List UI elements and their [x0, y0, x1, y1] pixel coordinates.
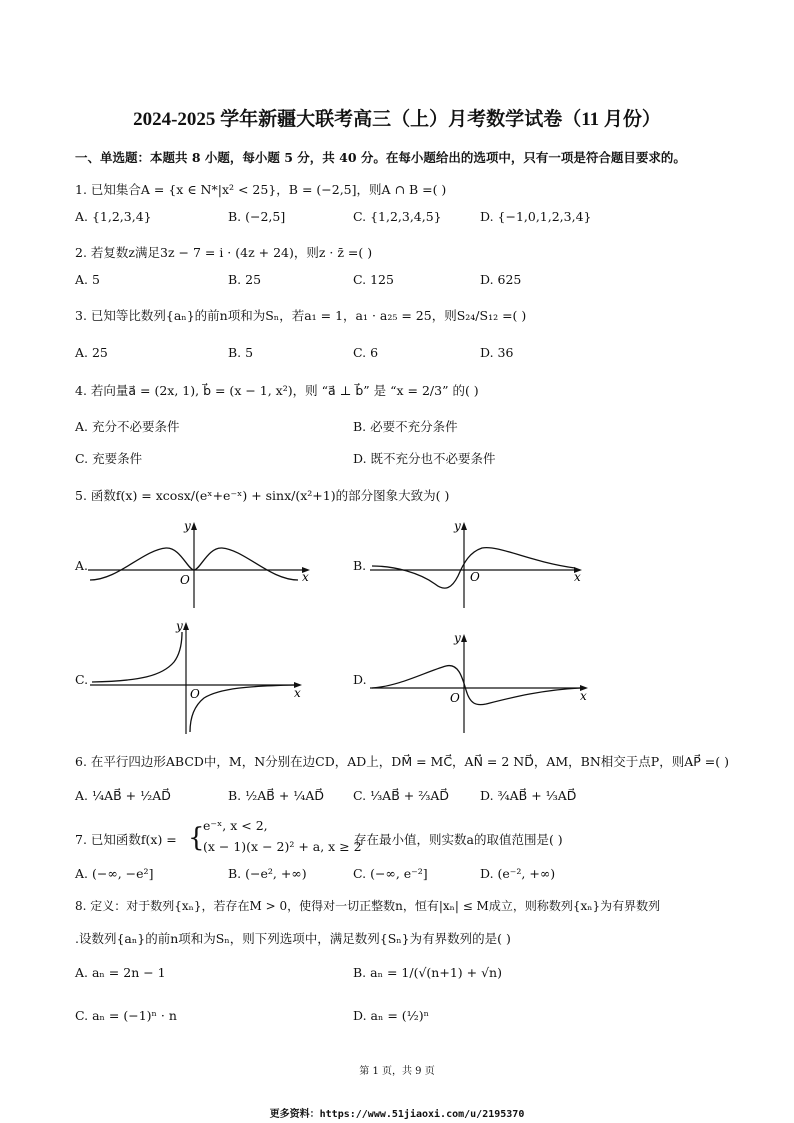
question-5-stem: 5. 函数f(x) = xcosx/(eˣ+e⁻ˣ) + sinx/(x²+1)的部分图象大致为( ): [75, 488, 450, 503]
q6-option-c: C. ⅓AB⃗ + ⅔AD⃗: [353, 788, 449, 803]
q8-option-d: D. aₙ = (½)ⁿ: [353, 1008, 430, 1023]
q7-piece-2: (x − 1)(x − 2)² + a, x ≥ 2: [203, 839, 362, 854]
graph-b-label: B.: [353, 558, 367, 573]
q1-option-c: C. {1,2,3,4,5}: [353, 209, 442, 224]
graph-c-curve-right: [190, 685, 295, 732]
q4-option-c: C. 充要条件: [75, 451, 143, 466]
graph-d-origin: O: [450, 691, 460, 705]
question-1-stem: 1. 已知集合A = {x ∈ N*|x² < 25}，B = (−2,5]，则A ∩ B =( ): [75, 182, 447, 197]
graph-c-origin: O: [190, 687, 200, 701]
q7-piece-1: e⁻ˣ, x < 2,: [203, 818, 268, 833]
q3-option-c: C. 6: [353, 345, 379, 360]
graph-b-y-arrow: [461, 522, 467, 530]
q8-option-b: B. aₙ = 1/(√(n+1) + √n): [353, 965, 502, 980]
q6-option-a: A. ¼AB⃗ + ½AD⃗: [75, 788, 171, 803]
q2-option-c: C. 125: [353, 272, 394, 287]
question-8-line-1: 8. 定义：对于数列{xₙ}，若存在M > 0，使得对一切正整数n，恒有|xₙ| ≤ M成立，则称数列{xₙ}为有界数列: [75, 899, 661, 913]
q1-option-b: B. (−2,5]: [228, 209, 286, 224]
graph-c-label: C.: [75, 672, 89, 687]
question-7-suffix: 存在最小值，则实数a的取值范围是( ): [354, 832, 563, 847]
q4-option-b: B. 必要不充分条件: [353, 419, 458, 434]
page-title: 2024-2025 学年新疆大联考高三（上）月考数学试卷（11 月份）: [133, 109, 661, 130]
q7-option-a: A. (−∞, −e²]: [75, 866, 154, 881]
q4-option-a: A. 充分不必要条件: [75, 419, 180, 434]
q1-option-d: D. {−1,0,1,2,3,4}: [480, 209, 592, 224]
graph-a: [88, 518, 318, 610]
graph-a-y-label: y: [184, 519, 191, 533]
graph-d-y-arrow: [461, 634, 467, 642]
graph-c: [90, 618, 310, 736]
q7-option-b: B. (−e², +∞): [228, 866, 307, 881]
graph-b: [370, 518, 590, 610]
question-7-prefix: 7. 已知函数f(x) =: [75, 832, 177, 847]
graph-a-y-arrow: [191, 522, 197, 530]
q8-option-c: C. aₙ = (−1)ⁿ · n: [75, 1008, 177, 1023]
graph-a-origin: O: [180, 573, 190, 587]
question-3-stem: 3. 已知等比数列{aₙ}的前n项和为Sₙ，若a₁ = 1，a₁ · a₂₅ = 25，则S₂₄/S₁₂ =( ): [75, 308, 527, 323]
graph-c-curve-left: [92, 632, 182, 682]
graph-b-y-label: y: [454, 519, 461, 533]
graph-d-label: D.: [353, 672, 367, 687]
q6-option-d: D. ¾AB⃗ + ⅓AD⃗: [480, 788, 577, 803]
q1-option-a: A. {1,2,3,4}: [75, 209, 152, 224]
graph-d-y-label: y: [454, 631, 461, 645]
q2-option-a: A. 5: [75, 272, 100, 287]
graph-a-x-label: x: [302, 570, 309, 584]
graph-d-curve: [372, 666, 580, 705]
q7-option-d: D. (e⁻², +∞): [480, 866, 556, 881]
q6-option-b: B. ½AB⃗ + ¼AD⃗: [228, 788, 325, 803]
graph-b-origin: O: [470, 570, 480, 584]
section-heading: 一、单选题：本题共 8 小题，每小题 5 分，共 40 分。在每小题给出的选项中，只有一项是符合题目要求的。: [75, 150, 686, 165]
q2-option-b: B. 25: [228, 272, 262, 287]
q2-option-d: D. 625: [480, 272, 522, 287]
q3-option-d: D. 36: [480, 345, 514, 360]
q7-option-c: C. (−∞, e⁻²]: [353, 866, 428, 881]
question-6-stem: 6. 在平行四边形ABCD中，M，N分别在边CD，AD上，DM⃗ = MC⃗，AN⃗ = 2 ND⃗，AM，BN相交于点P，则AP⃗ =( ): [75, 754, 729, 769]
graph-c-y-arrow: [183, 622, 189, 630]
more-resources-link[interactable]: 更多资料：https://www.51jiaoxi.com/u/2195370: [269, 1109, 525, 1120]
question-4-stem: 4. 若向量a⃗ = (2x, 1), b⃗ = (x − 1, x²)，则 “a⃗ ⊥ b⃗” 是 “x = 2/3” 的( ): [75, 383, 479, 398]
graph-a-label: A.: [75, 558, 89, 573]
q4-option-d: D. 既不充分也不必要条件: [353, 451, 496, 466]
q3-option-b: B. 5: [228, 345, 254, 360]
graph-b-x-label: x: [574, 570, 581, 584]
question-2-stem: 2. 若复数z满足3z − 7 = i · (4z + 24)，则z · z̄ =( ): [75, 245, 373, 260]
q3-option-a: A. 25: [75, 345, 108, 360]
q7-brace: {: [188, 823, 205, 853]
question-8-line-2: .设数列{aₙ}的前n项和为Sₙ，则下列选项中，满足数列{Sₙ}为有界数列的是( ): [75, 931, 511, 946]
page-footer: 第 1 页，共 9 页: [359, 1066, 435, 1077]
graph-d-x-label: x: [580, 689, 587, 703]
graph-c-y-label: y: [176, 619, 183, 633]
graph-d: [370, 630, 595, 735]
q8-option-a: A. aₙ = 2n − 1: [75, 965, 166, 980]
graph-c-x-label: x: [294, 686, 301, 700]
